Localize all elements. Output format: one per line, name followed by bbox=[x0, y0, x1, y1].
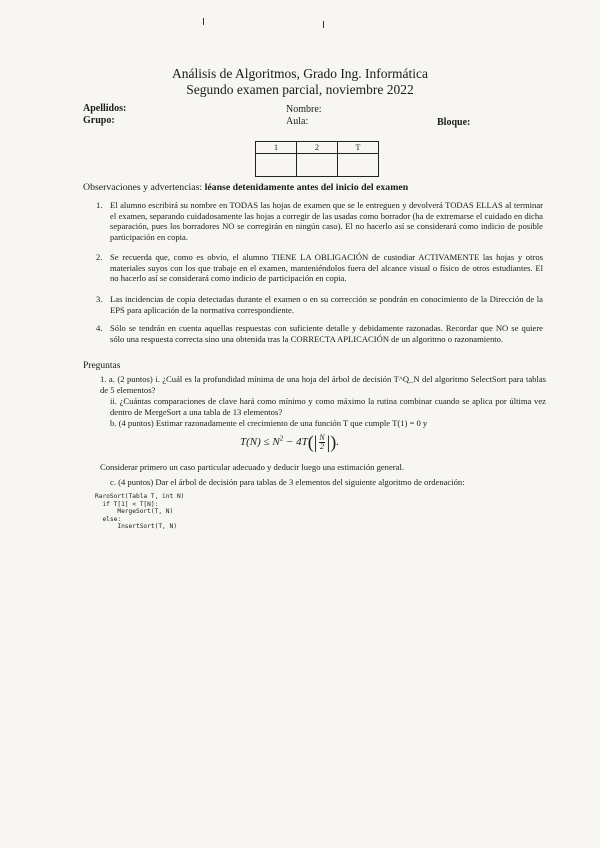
question-1b: b. (4 puntos) Estimar razonadamente el crecimiento de una función T que cumple T(1) = 0 y bbox=[110, 418, 428, 428]
formula-fraction bbox=[319, 434, 324, 451]
formula-denominator: 2 bbox=[319, 442, 324, 451]
observation-item: 2. Se recuerda que, como es obvio, el alumno TIENE LA OBLIGACIÓN de custodiar ACTIVAMENTE las hojas y otros materiales suyos con los que trabaje en el examen, manteniéndolos fuera del alcance visual o físico de otros estudiantes. El no hacerlo así se considerará como indicio de participación en copia. bbox=[96, 252, 543, 284]
observation-item: 4. Sólo se tendrán en cuenta aquellas respuestas con suficiente detalle y debidamente razonadas. Recordar que NO se quiere sólo una respuesta correcta sino una obtenida tras la CORRECTA APLICACIÓN de un algoritmo o razonamiento. bbox=[96, 323, 543, 344]
observation-text: Se recuerda que, como es obvio, el alumno TIENE LA OBLIGACIÓN de custodiar ACTIVAMENTE las hojas y otros materiales suyos con los que trabaje en el examen, manteniéndolos fuera del alcance visual o físico de otros estudiantes. El no hacerlo así se considerará como indicio de participación en copia. bbox=[110, 252, 543, 284]
algorithm-code: RaroSort(Tabla T, int N) if T[1] < T[N]: MergeSort(T, N) else: InsertSort(T, N) bbox=[95, 493, 185, 531]
question-1b-note: Considerar primero un caso particular adecuado y deducir luego una estimación general. bbox=[100, 462, 405, 472]
observation-item: 3. Las incidencias de copia detectadas durante el examen o en su corrección se pondrán en conocimiento de la Dirección de la EPS para aplicación de la normativa correspondiente. bbox=[96, 294, 543, 315]
grade-header-2: 2 bbox=[297, 142, 338, 154]
formula-lhs: T(N) ≤ N bbox=[240, 436, 280, 449]
grade-cell-1 bbox=[256, 154, 297, 177]
title-line-2: Segundo examen parcial, noviembre 2022 bbox=[186, 82, 414, 97]
observations-title-bold: léanse detenidamente antes del inicio del examen bbox=[204, 182, 409, 193]
field-aula: Aula: bbox=[286, 116, 309, 127]
observations-title bbox=[83, 182, 408, 193]
grade-cell-total bbox=[338, 154, 379, 177]
scan-mark bbox=[323, 21, 324, 28]
scan-mark bbox=[203, 18, 204, 25]
field-bloque: Bloque: bbox=[437, 117, 471, 128]
title-line-1: Análisis de Algoritmos, Grado Ing. Informática bbox=[171, 66, 429, 81]
observation-text: Las incidencias de copia detectadas durante el examen o en su corrección se pondrán en conocimiento de la Dirección de la EPS para aplicación de la normativa correspondiente. bbox=[110, 294, 543, 315]
grade-header-1: 1 bbox=[256, 142, 297, 154]
grade-table bbox=[255, 141, 379, 177]
observations-title-plain: Observaciones y advertencias: bbox=[83, 182, 203, 193]
formula-numerator: N bbox=[319, 433, 325, 442]
question-1a-i: 1. a. (2 puntos) i. ¿Cuál es la profundidad mínima de una hoja del árbol de decisión T^Q_N del algoritmo SelectSort para tablas de 5 elementos? bbox=[100, 374, 546, 395]
formula-mid: − 4T bbox=[283, 436, 308, 449]
field-nombre: Nombre: bbox=[286, 104, 322, 115]
question-1a-ii: ii. ¿Cuántas comparaciones de clave hará como mínimo y como máximo la rutina combinar cuando se aplica por última vez dentro de MergeSort a una tabla de 13 elementos? bbox=[110, 396, 546, 417]
observation-text: El alumno escribirá su nombre en TODAS las hojas de examen que se le entreguen y devolverá TODAS ELLAS al terminar el examen, separando cuidadosamente las hojas a corregir de las usadas como borrador (ha de extremarse el cuidado en dicha separación, pues los borradores NO se corregirán en ningún caso). El no hacerlo así se considerará como indicio de posible participación en copia. bbox=[110, 200, 543, 242]
questions-title: Preguntas bbox=[83, 361, 121, 371]
field-grupo: Grupo: bbox=[83, 115, 115, 126]
recurrence-formula: $T(N) \le N^2 - 4T(|$ $\frac{N}{2}$ |). bbox=[240, 432, 340, 452]
grade-cell-2 bbox=[297, 154, 338, 177]
exam-title bbox=[0, 66, 600, 98]
grade-header-total: T bbox=[338, 142, 379, 154]
observation-item: 1. El alumno escribirá su nombre en TODAS las hojas de examen que se le entreguen y devolverá TODAS ELLAS al terminar el examen, separando cuidadosamente las hojas a corregir de las usadas como borrador (ha de extremarse el cuidado en dicha separación, pues los borradores NO se corregirán en ningún caso). El no hacerlo así se considerará como indicio de posible participación en copia. bbox=[96, 200, 543, 242]
formula-exponent: 2 bbox=[279, 434, 284, 443]
question-1c: c. (4 puntos) Dar el árbol de decisión para tablas de 3 elementos del siguiente algoritmo de ordenación: bbox=[110, 477, 465, 487]
observation-text: Sólo se tendrán en cuenta aquellas respuestas con suficiente detalle y debidamente razonadas. Recordar que NO se quiere sólo una respuesta correcta sino una obtenida tras la CORRECTA APLICACIÓN de un algoritmo o razonamiento. bbox=[110, 323, 543, 344]
field-apellidos: Apellidos: bbox=[83, 103, 127, 114]
